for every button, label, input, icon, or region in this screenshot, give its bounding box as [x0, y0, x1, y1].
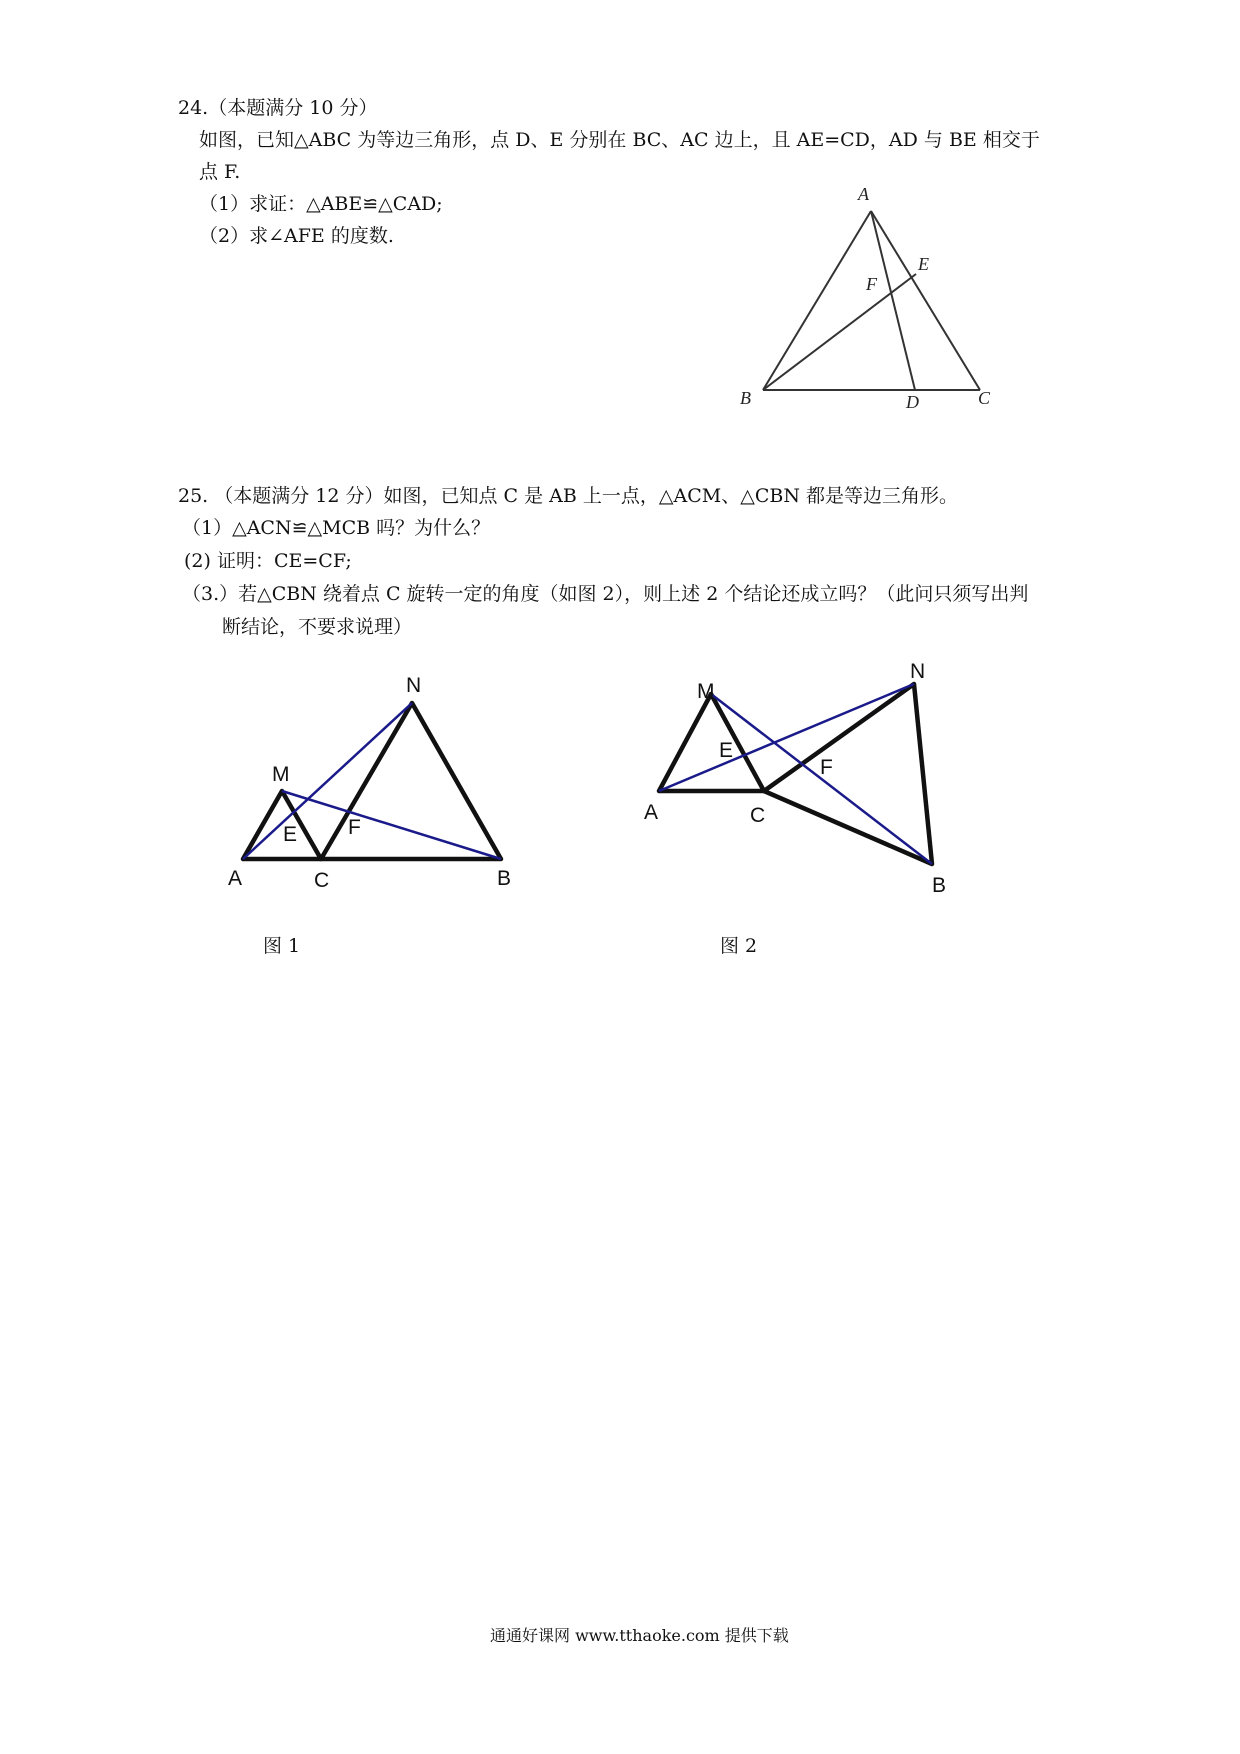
fig2-label-f: F: [820, 756, 833, 779]
page-footer: 通通好课网 www.tthaoke.com 提供下载: [490, 1626, 789, 1645]
fig1-label-a: A: [228, 867, 243, 890]
fig1-label-m: M: [272, 763, 290, 786]
fig2-label-c: C: [750, 804, 766, 827]
q24-label-d: D: [906, 392, 919, 412]
q24-label-b: B: [740, 388, 751, 408]
q24-header: 24.（本题满分 10 分）: [178, 97, 378, 119]
q24-part1: （1）求证：△ABE≌△CAD;: [199, 193, 443, 215]
fig2-segment-mb: [711, 694, 932, 864]
q24-label-a: A: [858, 184, 869, 204]
fig2-caption: 图 2: [720, 935, 758, 957]
q24-label-e: E: [918, 254, 929, 274]
fig2-label-e: E: [719, 739, 734, 762]
fig1-label-c: C: [314, 869, 330, 892]
fig2-label-m: M: [697, 680, 715, 703]
fig2-label-a: A: [644, 801, 659, 824]
fig1-caption: 图 1: [263, 935, 301, 957]
fig1-label-b: B: [497, 867, 512, 890]
q25-part2: (2) 证明：CE=CF;: [184, 550, 352, 572]
fig1-label-e: E: [283, 823, 298, 846]
q24-stem-line1: 如图，已知△ABC 为等边三角形，点 D、E 分别在 BC、AC 边上，且 AE=CD，AD 与 BE 相交于: [199, 129, 1040, 151]
q24-stem-line2: 点 F.: [199, 161, 241, 183]
q25-header: 25. （本题满分 12 分）如图，已知点 C 是 AB 上一点，△ACM、△CBN 都是等边三角形。: [178, 485, 958, 507]
q25-part3-line2: 断结论，不要求说理）: [222, 616, 413, 638]
fig1-label-n: N: [406, 674, 422, 697]
q25-part3-line1: （3.）若△CBN 绕着点 C 旋转一定的角度（如图 2），则上述 2 个结论还成立吗？（此问只须写出判: [182, 583, 1029, 605]
fig1-label-f: F: [348, 816, 361, 839]
q24-label-f: F: [866, 274, 877, 294]
fig2-label-n: N: [910, 660, 926, 683]
q24-label-c: C: [978, 388, 991, 408]
fig2-triangle-acm: [659, 694, 764, 791]
q24-part2: （2）求∠AFE 的度数.: [199, 225, 394, 247]
fig2-label-b: B: [932, 874, 947, 897]
q25-part1: （1）△ACN≌△MCB 吗？为什么？: [182, 517, 491, 539]
